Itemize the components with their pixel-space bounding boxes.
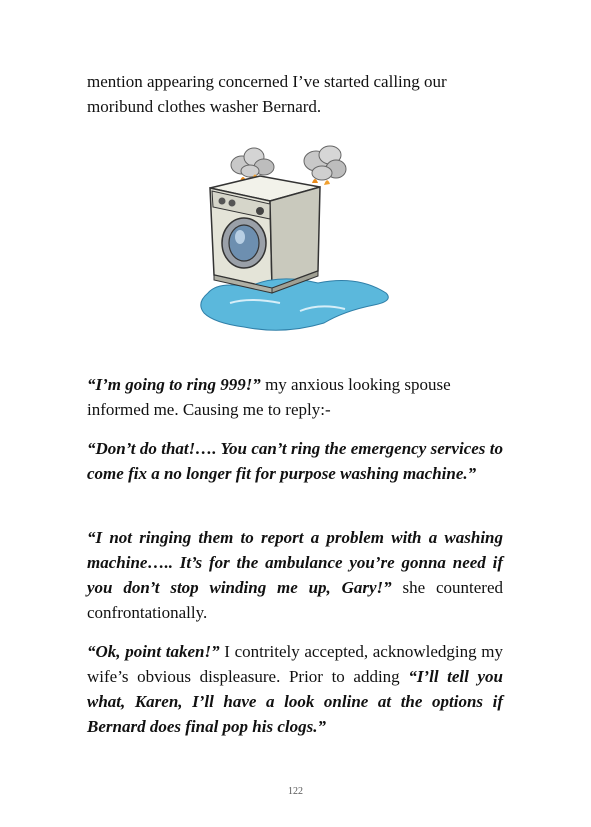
paragraph-ring-999 [87,372,503,422]
ok-mid-text: I contritely accepted, acknowledging my wife’s obvious displeasure. Prior to adding [87,642,503,686]
ok-quote: “Ok, point taken!” [87,642,220,661]
notring-rest-text: she countered confrontationally. [87,578,503,622]
ring-rest-text: my anxious looking spouse informed me. Causing me to reply:- [87,375,451,419]
smoke-left-icon [231,148,274,177]
washing-machine-icon [200,143,400,333]
paragraph-not-ringing [87,525,503,625]
paragraph-intro [87,69,503,119]
intro-text: mention appearing concerned I’ve started calling our moribund clothes washer Bernard. [87,72,447,116]
broken-washing-machine-illustration [200,143,400,333]
notring-quote: “I not ringing them to report a problem with a washing machine….. It’s for the ambulance you’re gonna need if you don’t stop winding me up, Gary!” [87,528,503,597]
page-number: 122 [288,786,303,797]
water-puddle-icon [201,279,388,330]
dont-quote: “Don’t do that!…. You can’t ring the emergency services to come fix a no longer fit for purpose washing machine.” [87,439,503,483]
ring-quote: “I’m going to ring 999!” [87,375,261,394]
ok-end-quote: “I’ll tell you what, Karen, I’ll have a look online at the options if Bernard does final pop his clogs.” [87,667,503,736]
paragraph-point-taken [87,639,503,739]
smoke-right-icon [304,146,346,180]
paragraph-dont-do-that [87,436,503,486]
